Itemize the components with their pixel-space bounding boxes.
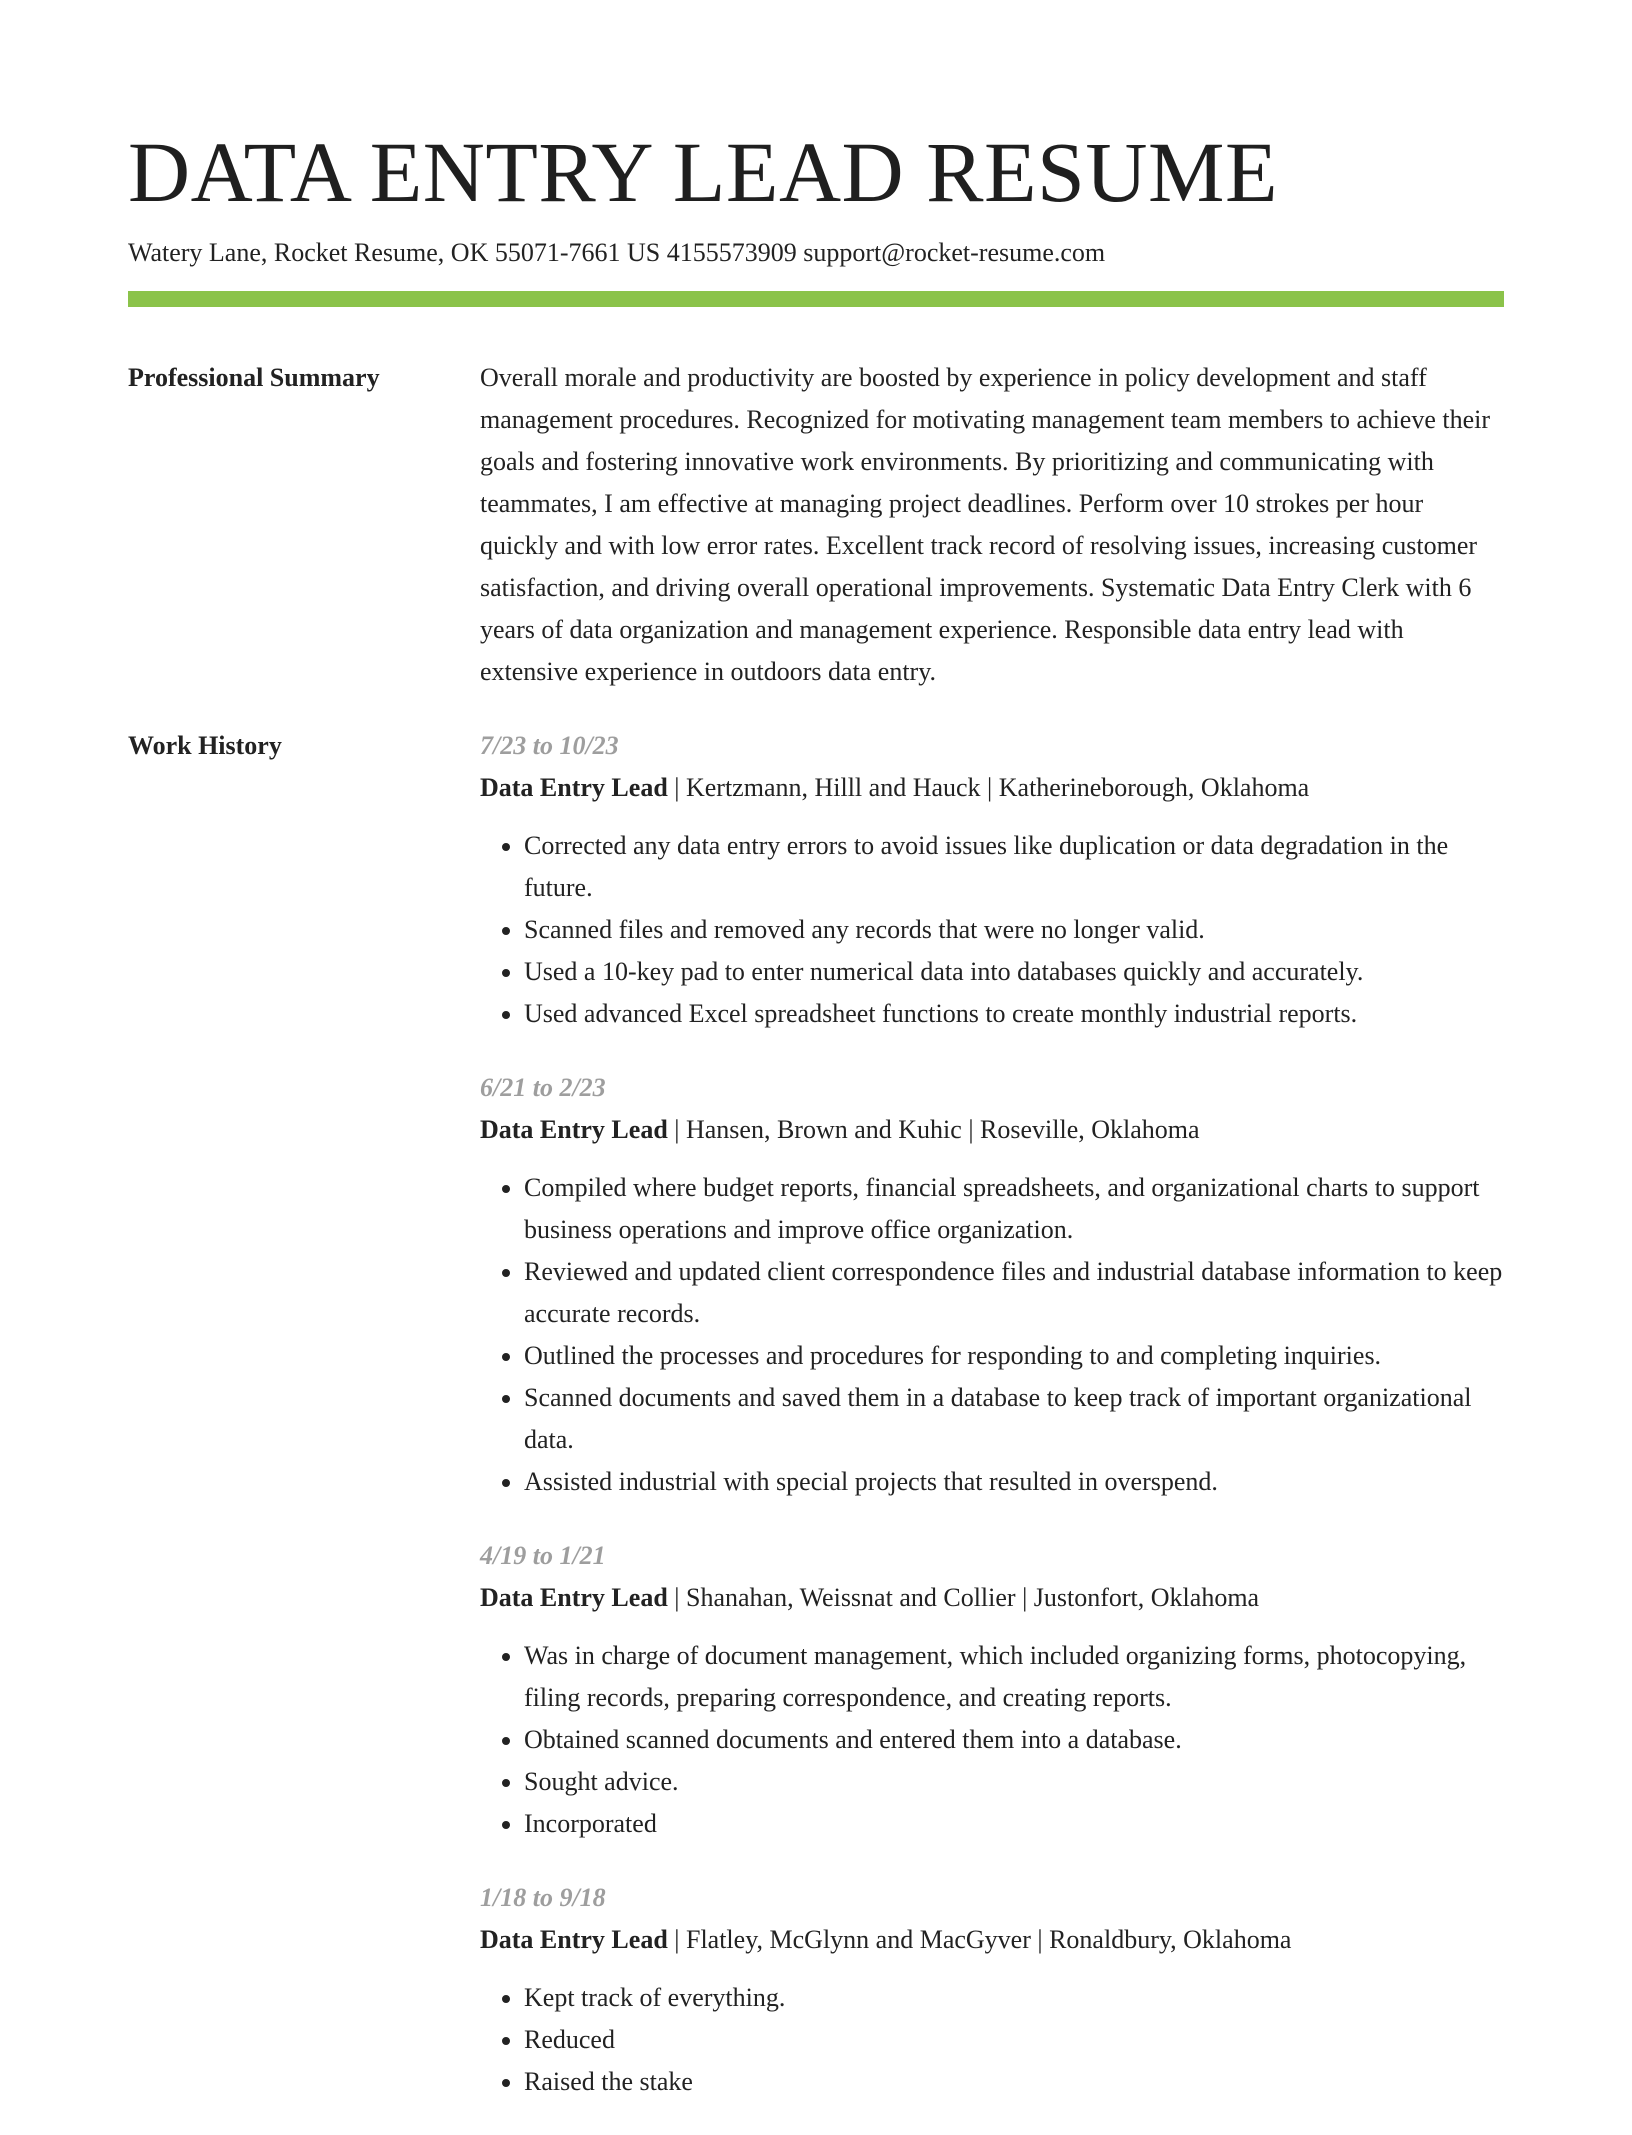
job-bullet: • Was in charge of document management, which included organizing forms, photocopying, filing records, preparing correspondence, and creating reports. xyxy=(524,1635,1504,1719)
professional-summary-label: Professional Summary xyxy=(128,363,380,392)
professional-summary-text: Overall morale and productivity are boosted by experience in policy development and staff management procedures. Recognized for motivating management team members to achieve their goals and fostering innovative work environments. By prioritizing and communicating with teammates, I am effective at managing project deadlines. Perform over 10 strokes per hour quickly and with low error rates. Excellent track record of resolving issues, increasing customer satisfaction, and driving overall operational improvements. Systematic Data Entry Clerk with 6 years of data organization and management experience. Responsible data entry lead with extensive experience in outdoors data entry. xyxy=(480,363,1491,686)
resume-title: DATA ENTRY LEAD RESUME xyxy=(128,124,1278,220)
job-heading xyxy=(480,1577,1504,1619)
job-title: Data Entry Lead xyxy=(480,773,668,802)
resume-page xyxy=(128,0,1504,2135)
accent-divider xyxy=(128,291,1504,307)
job-bullet: • Compiled where budget reports, financial spreadsheets, and organizational charts to support business operations and improve office organization. xyxy=(524,1167,1504,1251)
job-bullets xyxy=(480,1635,1504,1845)
job-bullets xyxy=(480,825,1504,1035)
job-heading xyxy=(480,1919,1504,1961)
job-entry xyxy=(480,1535,1504,1845)
work-history-label: Work History xyxy=(128,731,282,760)
job-bullet: • Reduced xyxy=(524,2019,1504,2061)
job-title: Data Entry Lead xyxy=(480,1115,668,1144)
job-heading xyxy=(480,1109,1504,1151)
job-bullet: • Scanned files and removed any records that were no longer valid. xyxy=(524,909,1504,951)
job-employer-location: | Kertzmann, Hilll and Hauck | Katherineborough, Oklahoma xyxy=(667,773,1310,802)
job-entry xyxy=(480,1877,1504,2103)
job-bullet: • Used a 10-key pad to enter numerical data into databases quickly and accurately. xyxy=(524,951,1504,993)
job-bullet: • Outlined the processes and procedures for responding to and completing inquiries. xyxy=(524,1335,1504,1377)
job-entry xyxy=(480,725,1504,1035)
professional-summary-body xyxy=(480,357,1504,693)
job-employer-location: | Hansen, Brown and Kuhic | Roseville, Oklahoma xyxy=(667,1115,1200,1144)
job-bullet: • Raised the stake xyxy=(524,2061,1504,2103)
job-bullet: • Obtained scanned documents and entered them into a database. xyxy=(524,1719,1504,1761)
job-entry xyxy=(480,1067,1504,1503)
contact-line: Watery Lane, Rocket Resume, OK 55071-7661 US 4155573909 support@rocket-resume.com xyxy=(128,238,1106,267)
job-dates: 6/21 to 2/23 xyxy=(480,1073,606,1102)
job-title: Data Entry Lead xyxy=(480,1925,668,1954)
job-bullet: • Assisted industrial with special projects that resulted in overspend. xyxy=(524,1461,1504,1503)
job-bullet: • Used advanced Excel spreadsheet functions to create monthly industrial reports. xyxy=(524,993,1504,1035)
job-employer-location: | Shanahan, Weissnat and Collier | Justonfort, Oklahoma xyxy=(667,1583,1260,1612)
job-bullets xyxy=(480,1167,1504,1503)
job-dates: 1/18 to 9/18 xyxy=(480,1883,606,1912)
job-heading xyxy=(480,767,1504,809)
job-dates: 7/23 to 10/23 xyxy=(480,731,619,760)
job-bullet: • Kept track of everything. xyxy=(524,1977,1504,2019)
work-history-section xyxy=(128,725,1504,2135)
job-bullet: • Scanned documents and saved them in a database to keep track of important organizational data. xyxy=(524,1377,1504,1461)
job-bullet: • Corrected any data entry errors to avoid issues like duplication or data degradation in the future. xyxy=(524,825,1504,909)
work-history-body xyxy=(480,725,1504,2135)
job-dates: 4/19 to 1/21 xyxy=(480,1541,606,1570)
job-bullet: • Reviewed and updated client correspondence files and industrial database information to keep accurate records. xyxy=(524,1251,1504,1335)
job-bullets xyxy=(480,1977,1504,2103)
job-title: Data Entry Lead xyxy=(480,1583,668,1612)
job-bullet: • Sought advice. xyxy=(524,1761,1504,1803)
professional-summary-section xyxy=(128,357,1504,693)
job-employer-location: | Flatley, McGlynn and MacGyver | Ronaldbury, Oklahoma xyxy=(667,1925,1292,1954)
job-bullet: • Incorporated xyxy=(524,1803,1504,1845)
